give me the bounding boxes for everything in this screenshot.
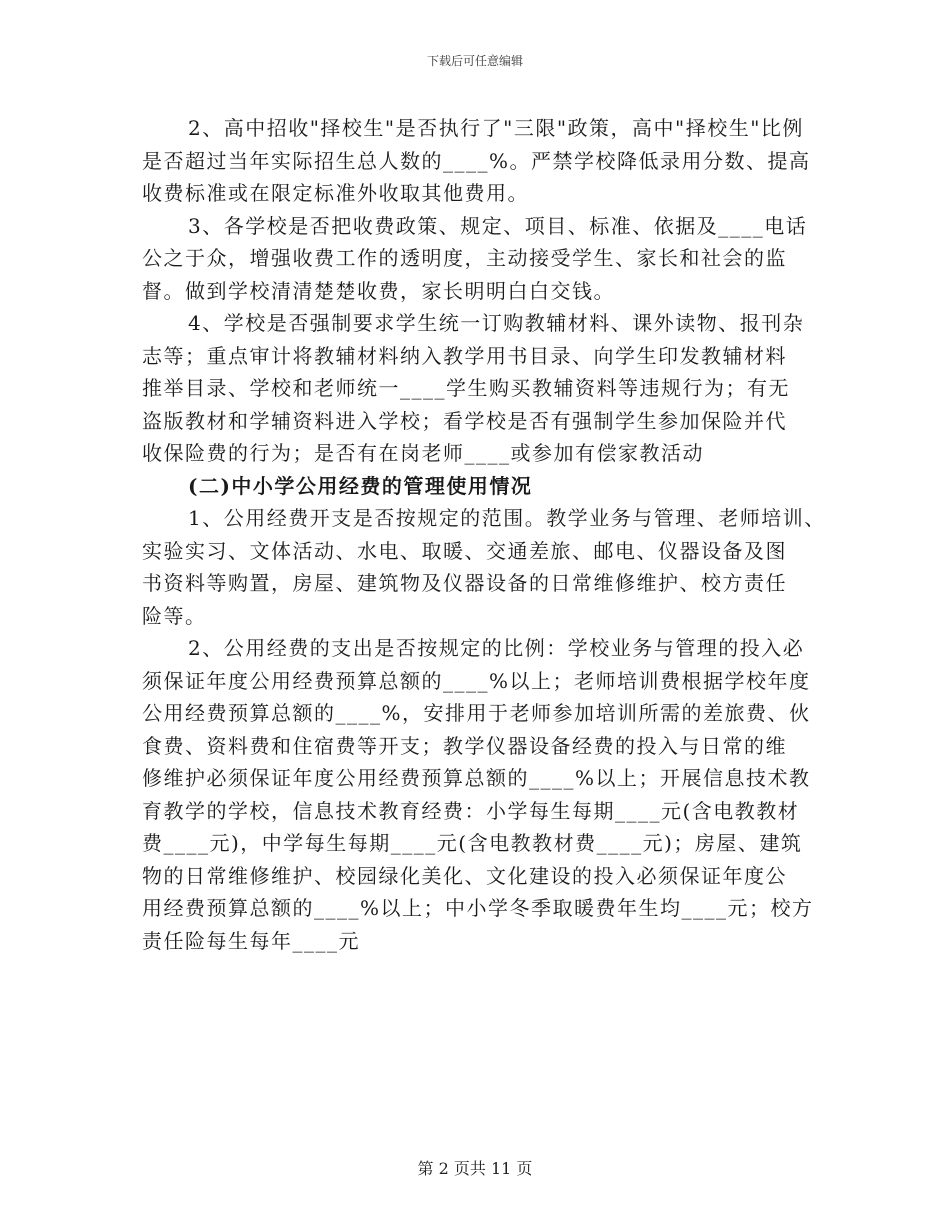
text-line: 收费标准或在限定标准外收取其他费用。	[142, 181, 529, 205]
text-line: 是否超过当年实际招生总人数的____%。严禁学校降低录用分数、提高	[142, 148, 811, 173]
document-body	[142, 112, 826, 957]
text-line: 推举目录、学校和老师统一____学生购买教辅资料等违规行为；有无	[142, 376, 790, 400]
text-line: 盗版教材和学辅资料进入学校；看学校是否有强制学生参加保险并代	[142, 408, 787, 433]
text-line: 费____元)，中学每生每期____元(含电教教材费____元)；房屋、建筑	[142, 831, 803, 855]
text-line: 公之于众，增强收费工作的透明度，主动接受学生、家长和社会的监	[142, 246, 787, 270]
text-line: 食费、资料费和住宿费等开支；教学仪器设备经费的投入与日常的维	[142, 733, 787, 758]
text-line: 2、高中招收"择校生"是否执行了"三限"政策，高中"择校生"比例	[188, 116, 804, 140]
text-line: 险等。	[142, 603, 207, 628]
text-line: 用经费预算总额的____%以上；中小学冬季取暖费年生均____元；校方	[142, 896, 814, 920]
section-heading-text: (二)中小学公用经费的管理使用情况	[188, 473, 533, 498]
page-footer: 第 2 页共 11 页	[417, 1159, 533, 1178]
page-header: 下载后可任意编辑	[426, 54, 523, 68]
paragraph-item-2b	[142, 632, 822, 957]
text-line: 实验实习、文体活动、水电、取暖、交通差旅、邮电、仪器设备及图	[142, 538, 787, 563]
text-line: 书资料等购置，房屋、建筑物及仪器设备的日常维修维护、校方责任	[142, 571, 787, 595]
paragraph-item-1	[142, 502, 826, 632]
text-line: 志等；重点审计将教辅材料纳入教学用书目录、向学生印发教辅材料	[142, 343, 787, 368]
text-line: 4、学校是否强制要求学生统一订购教辅材料、课外读物、报刊杂	[188, 311, 805, 335]
text-line: 1、公用经费开支是否按规定的范围。教学业务与管理、老师培训、	[188, 506, 826, 530]
section-heading	[142, 470, 822, 503]
text-line: 物的日常维修维护、校园绿化美化、文化建设的投入必须保证年度公	[142, 863, 787, 888]
text-line: 2、公用经费的支出是否按规定的比例：学校业务与管理的投入必	[188, 636, 805, 660]
text-line: 3、各学校是否把收费政策、规定、项目、标准、依据及____电话	[188, 213, 808, 238]
text-line: 修维护必须保证年度公用经费预算总额的____%以上；开展信息技术教	[142, 766, 811, 790]
paragraph-item-3	[142, 210, 822, 308]
text-line: 督。做到学校清清楚楚收费，家长明明白白交钱。	[142, 278, 615, 303]
text-line: 收保险费的行为；是否有在岗老师____或参加有偿家教活动	[142, 441, 704, 465]
paragraph-item-2	[142, 112, 822, 210]
text-line: 公用经费预算总额的____%，安排用于老师参加培训所需的差旅费、伙	[142, 701, 811, 725]
text-line: 育教学的学校，信息技术教育经费：小学每生每期____元(含电教教材	[142, 798, 800, 823]
text-line: 须保证年度公用经费预算总额的____%以上；老师培训费根据学校年度	[142, 668, 811, 693]
text-line: 责任险每生每年____元	[142, 928, 360, 953]
paragraph-item-4	[142, 307, 822, 470]
